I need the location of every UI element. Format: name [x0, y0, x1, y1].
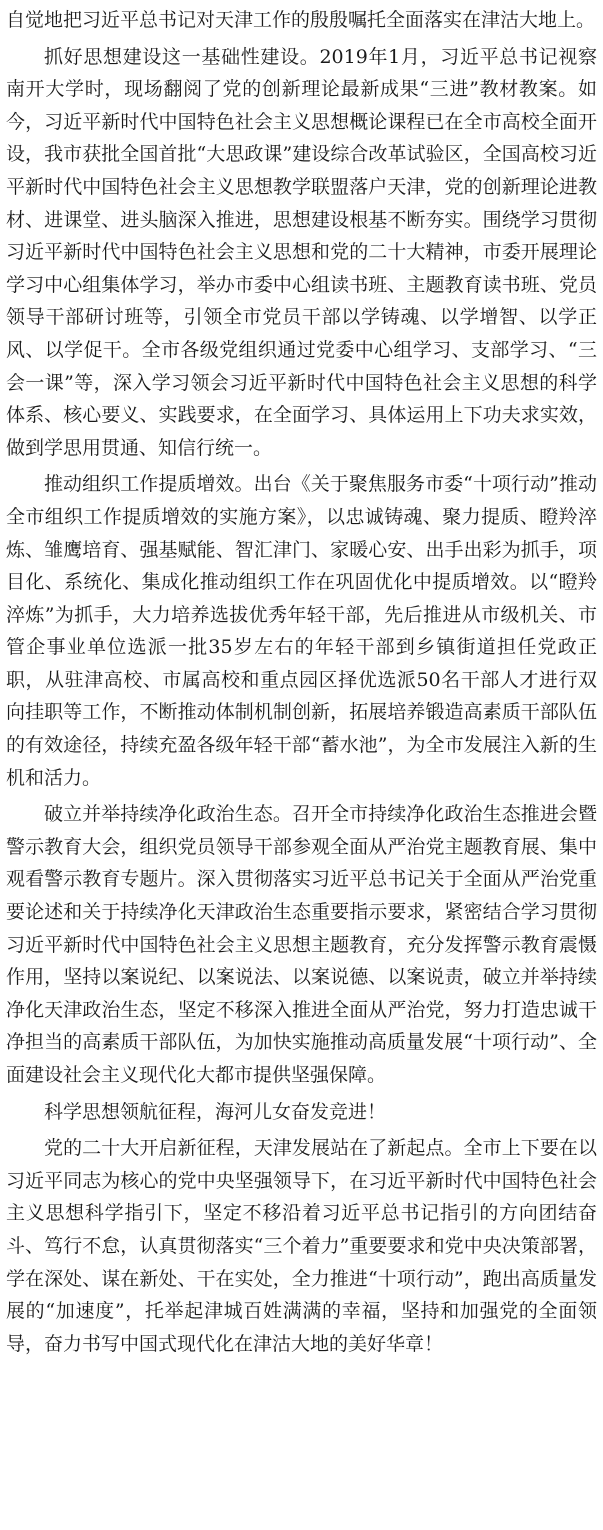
paragraph-slogan: 科学思想领航征程，海河儿女奋发竞进！ — [44, 1100, 387, 1123]
paragraph-continuation: 自觉地把习近平总书记对天津工作的殷殷嘱托全面落实在津沽大地上。 — [6, 9, 596, 31]
paragraph-organization-work: 推动组织工作提质增效。出台《关于聚焦服务市委“十项行动”推动全市组织工作提质增效的实施方案》，以忠诚铸魂、聚力提质、瞪羚淬炼、雏鹰培育、强基赋能、智汇津门、家暖心安、出手出彩为抓手，项目化、系统化、集成化推动组织工作在巩固优化中提质增效。以“瞪羚淬炼”为抓手，大力培养选拔优秀年轻干部，先后推进从市级机关、市管企事业单位选派一批35岁左右的年轻干部到乡镇街道担任党政正职，从驻津高校、市属高校和重点园区择优选派50名干部人才进行双向挂职等工作，不断推动体制机制创新，拓展培养锻造高素质干部队伍的有效途径，持续充盈各级年轻干部“蓄水池”，为全市发展注入新的生机和活力。 — [6, 473, 597, 789]
paragraph-political-ecology: 破立并举持续净化政治生态。召开全市持续净化政治生态推进会暨警示教育大会，组织党员领导干部参观全面从严治党主题教育展、集中观看警示教育专题片。深入贯彻落实习近平总书记关于全面从严治党重要论述和关于持续净化天津政治生态重要指示要求，紧密结合学习贯彻习近平新时代中国特色社会主义思想主题教育，充分发挥警示教育震慑作用，坚持以案说纪、以案说法、以案说德、以案说责，破立并举持续净化天津政治生态，坚定不移深入推进全面从严治党，努力打造忠诚干净担当的高素质干部队伍，为加快实施推动高质量发展“十项行动”、全面建设社会主义现代化大都市提供坚强保障。 — [6, 803, 597, 1086]
article-body — [6, 4, 597, 1364]
paragraph-ideological-building: 抓好思想建设这一基础性建设。2019年1月，习近平总书记视察南开大学时，现场翻阅了党的创新理论最新成果“三进”教材教案。如今，习近平新时代中国特色社会主义思想概论课程已在全市高校全面开设，我市获批全国首批“大思政课”建设综合改革试验区，全国高校习近平新时代中国特色社会主义思想教学联盟落户天津，党的创新理论进教材、进课堂、进头脑深入推进，思想建设根基不断夯实。围绕学习贯彻习近平新时代中国特色社会主义思想和党的二十大精神，市委开展理论学习中心组集体学习，举办市委中心组读书班、主题教育读书班、党员领导干部研讨班等，引领全市党员干部以学铸魂、以学增智、以学正风、以学促干。全市各级党组织通过党委中心组学习、支部学习、“三会一课”等，深入学习领会习近平新时代中国特色社会主义思想的科学体系、核心要义、实践要求，在全面学习、具体运用上下功夫求实效，做到学思用贯通、知信行统一。 — [6, 45, 597, 459]
paragraph-conclusion: 党的二十大开启新征程，天津发展站在了新起点。全市上下要在以习近平同志为核心的党中央坚强领导下，在习近平新时代中国特色社会主义思想科学指引下，坚定不移沿着习近平总书记指引的方向团结奋斗、笃行不怠，认真贯彻落实“三个着力”重要要求和党中央决策部署，学在深处、谋在新处、干在实处，全力推进“十项行动”，跑出高质量发展的“加速度”，托举起津城百姓满满的幸福，坚持和加强党的全面领导，奋力书写中国式现代化在津沽大地的美好华章！ — [6, 1137, 597, 1355]
